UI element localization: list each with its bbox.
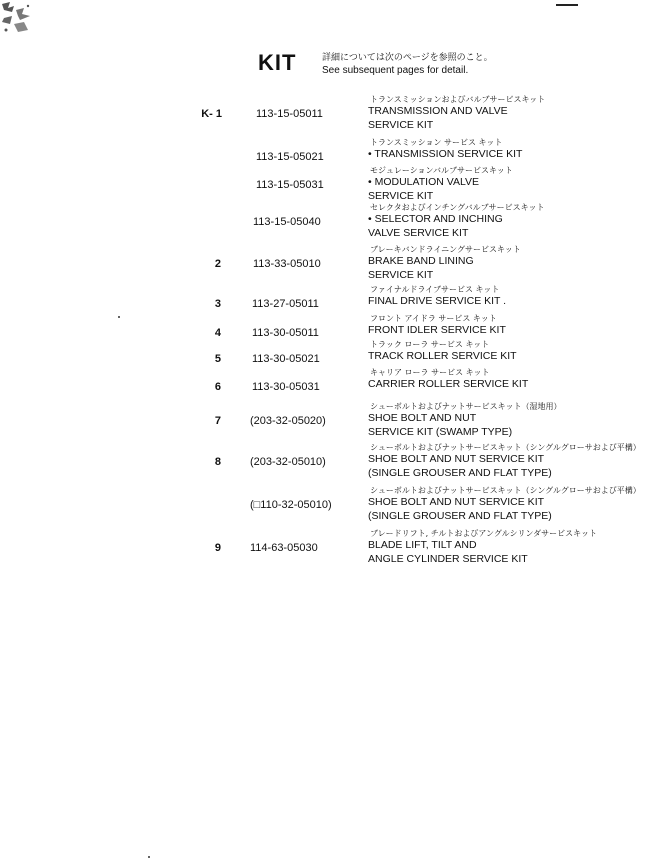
part-number: 113-30-05021: [252, 353, 320, 365]
kit-name-japanese: シューボルトおよびナットサービスキット（シングルグローサおよび平構）: [370, 486, 641, 495]
part-number: (203-32-05010): [250, 456, 326, 468]
kit-name-japanese: トランスミッションおよびバルブサービスキット: [370, 95, 546, 104]
part-number: (□110-32-05010): [250, 499, 332, 511]
scan-artifact-dash: [556, 4, 578, 6]
kit-name-japanese: ファイナルドライブサービス キット: [370, 285, 500, 294]
scan-artifact-corner: [0, 0, 34, 36]
item-number: K- 1: [201, 108, 222, 120]
kit-name-japanese: モジュレーションバルブサービスキット: [370, 166, 513, 175]
kit-name-english: CARRIER ROLLER SERVICE KIT: [368, 378, 529, 390]
page-title: KIT: [258, 50, 297, 75]
kit-name-japanese: シューボルトおよびナットサービスキット（湿地用）: [370, 402, 562, 411]
kit-name-japanese: フロント アイドラ サービス キット: [370, 314, 497, 323]
kit-name-english: VALVE SERVICE KIT: [368, 226, 469, 239]
kit-name-english: • MODULATION VALVE: [368, 176, 480, 188]
part-number: 113-15-05011: [256, 108, 323, 120]
kit-name-english: BLADE LIFT, TILT AND: [368, 539, 477, 551]
scan-speck: [118, 316, 120, 318]
part-number: 113-33-05010: [253, 258, 321, 270]
kit-name-english: SERVICE KIT (SWAMP TYPE): [368, 425, 513, 438]
kit-name-english: BRAKE BAND LINING: [368, 255, 474, 267]
item-number: 4: [214, 327, 221, 339]
item-number: 7: [214, 415, 221, 427]
kit-name-english: SHOE BOLT AND NUT SERVICE KIT: [368, 496, 545, 508]
kit-name-japanese: シューボルトおよびナットサービスキット（シングルグローサおよび平構）: [370, 443, 641, 452]
kit-name-english: FRONT IDLER SERVICE KIT: [368, 324, 506, 336]
part-number: 113-27-05011: [252, 298, 319, 310]
item-number: 9: [214, 542, 221, 554]
part-number: 113-30-05011: [252, 327, 319, 339]
item-number: 8: [214, 456, 221, 468]
kit-name-japanese: トランスミッション サービス キット: [370, 138, 503, 147]
kit-name-english: (SINGLE GROUSER AND FLAT TYPE): [368, 466, 552, 479]
kit-name-english: • SELECTOR AND INCHING: [368, 213, 503, 225]
kit-name-english: SHOE BOLT AND NUT: [368, 412, 477, 424]
kit-name-japanese: キャリア ローラ サービス キット: [370, 368, 490, 377]
note-english: See subsequent pages for detail.: [322, 65, 469, 76]
part-number: 113-15-05031: [256, 179, 324, 191]
part-number: 113-15-05040: [253, 216, 321, 228]
item-number: 2: [214, 258, 221, 270]
kit-name-english: FINAL DRIVE SERVICE KIT .: [368, 295, 507, 307]
kit-name-japanese: トラック ローラ サービス キット: [370, 340, 490, 349]
kit-name-japanese: セレクタおよびインチングバルブサービスキット: [370, 203, 545, 212]
part-number: (203-32-05020): [250, 415, 326, 427]
scan-speck: [148, 856, 150, 858]
item-number: 5: [214, 353, 221, 365]
note-japanese: 詳細については次のページを参照のこと。: [322, 53, 493, 63]
part-number: 113-15-05021: [256, 151, 324, 163]
kit-name-english: SERVICE KIT: [368, 268, 434, 281]
part-number: 114-63-05030: [250, 542, 318, 554]
kit-name-english: ANGLE CYLINDER SERVICE KIT: [368, 552, 528, 565]
kit-name-english: TRACK ROLLER SERVICE KIT: [368, 350, 517, 362]
part-number: 113-30-05031: [252, 381, 320, 393]
kit-name-japanese: ブレーキバンドライニングサービスキット: [370, 245, 521, 254]
kit-name-english: (SINGLE GROUSER AND FLAT TYPE): [368, 509, 552, 522]
kit-name-english: • TRANSMISSION SERVICE KIT: [368, 148, 523, 160]
item-number: 6: [214, 381, 221, 393]
kit-name-english: TRANSMISSION AND VALVE: [368, 105, 508, 117]
kit-name-english: SERVICE KIT: [368, 118, 434, 131]
kit-name-japanese: ブレードリフト, チルトおよびアングルシリンダサービスキット: [370, 529, 597, 538]
kit-name-english: SHOE BOLT AND NUT SERVICE KIT: [368, 453, 545, 465]
kit-name-english: SERVICE KIT: [368, 189, 434, 202]
item-number: 3: [214, 298, 221, 310]
